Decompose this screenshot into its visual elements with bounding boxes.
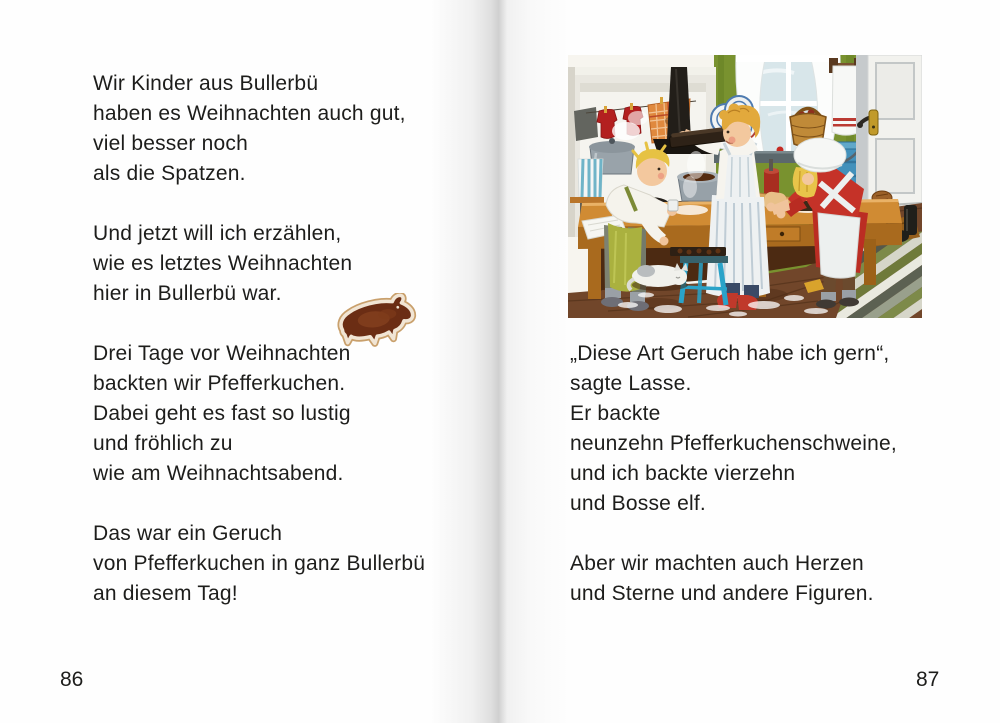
text-line: haben es Weihnachten auch gut, xyxy=(93,102,406,125)
gingerbread-pig-illustration xyxy=(336,293,420,351)
text-line: hier in Bullerbü war. xyxy=(93,282,282,305)
text-line: und Bosse elf. xyxy=(570,492,706,515)
flour-dust xyxy=(687,151,705,179)
text-line: als die Spatzen. xyxy=(93,162,246,185)
text-line: neunzehn Pfefferkuchenschweine, xyxy=(570,432,897,455)
page-number-left: 86 xyxy=(60,668,84,691)
text-line: Drei Tage vor Weihnachten xyxy=(93,342,351,365)
paragraph xyxy=(570,339,897,519)
text-line: Und jetzt will ich erzählen, xyxy=(93,222,342,245)
text-line: Aber wir machten auch Herzen xyxy=(570,552,864,575)
text-line: Wir Kinder aus Bullerbü xyxy=(93,72,319,95)
kitchen-illustration xyxy=(568,55,922,318)
paragraph xyxy=(570,549,897,609)
paragraph xyxy=(93,339,425,489)
flour-dust xyxy=(683,176,697,198)
paragraph xyxy=(93,69,425,189)
text-line: wie es letztes Weihnachten xyxy=(93,252,353,275)
text-line: Dabei geht es fast so lustig xyxy=(93,402,351,425)
text-line: „Diese Art Geruch habe ich gern“, xyxy=(570,342,890,365)
book-gutter-shadow xyxy=(430,0,570,723)
text-line: sagte Lasse. xyxy=(570,372,692,395)
text-line: und Sterne und andere Figuren. xyxy=(570,582,874,605)
text-line: an diesem Tag! xyxy=(93,582,238,605)
text-line: und fröhlich zu xyxy=(93,432,233,455)
text-line: viel besser noch xyxy=(93,132,248,155)
text-line: und ich backte vierzehn xyxy=(570,462,796,485)
text-line: wie am Weihnachtsabend. xyxy=(93,462,344,485)
paragraph xyxy=(93,519,425,609)
text-line: backten wir Pfefferkuchen. xyxy=(93,372,346,395)
text-line: von Pfefferkuchen in ganz Bullerbü xyxy=(93,552,426,575)
door xyxy=(856,55,922,211)
text-line: Das war ein Geruch xyxy=(93,522,283,545)
text-line: Er backte xyxy=(570,402,661,425)
right-page-text xyxy=(570,339,897,609)
page-number-right: 87 xyxy=(916,668,940,691)
